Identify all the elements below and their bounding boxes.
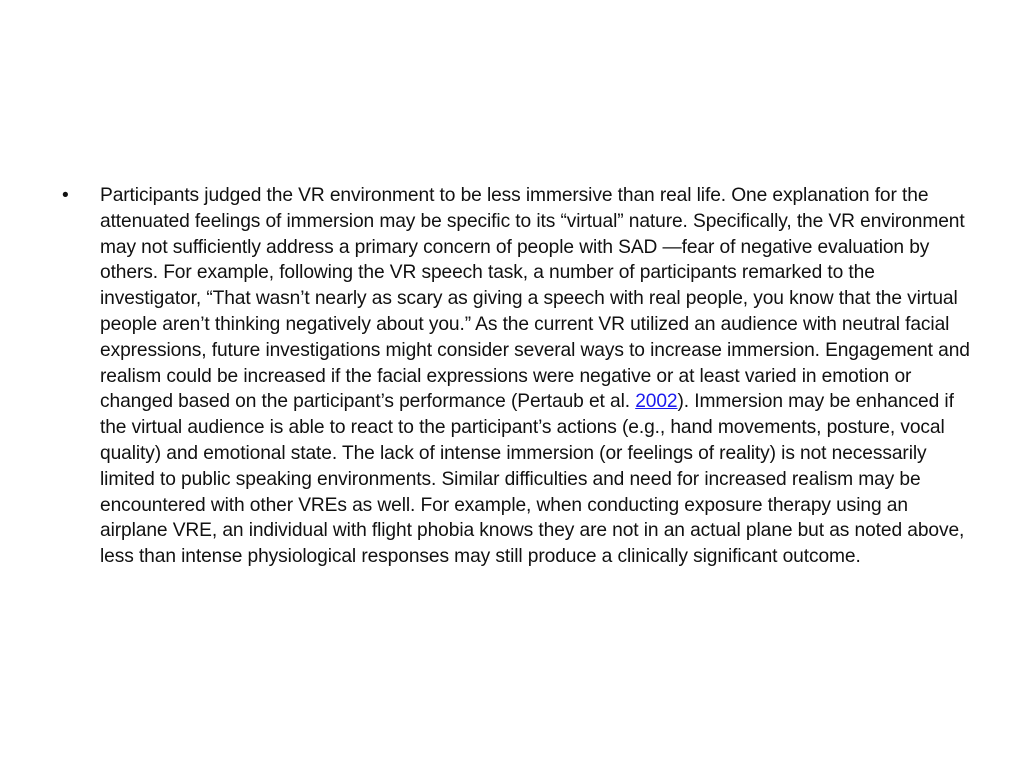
paragraph-text-part1: Participants judged the VR environment to be less immersive than real life. One explanation for the attenuated feelings of immersion may be specific to its “virtual” nature. Specifically, the VR environment may not sufficiently address a primary concern of people with SAD —fear of negative evaluation by others. For example, following the VR speech task, a number of participants remarked to the investigator, “That wasn’t nearly as scary as giving a speech with real people, you know that the virtual people aren’t thinking negatively about you.” As the current VR utilized an audience with neutral facial expressions, future investigations might consider several ways to increase immersion. Engagement and realism could be increased if the facial expressions were negative or at least varied in emotion or changed based on the participant’s performance (Pertaub et al. [100, 185, 970, 413]
citation-link-2002[interactable]: 2002 [635, 391, 678, 413]
bullet-marker: • [62, 185, 69, 206]
paragraph-text-part2: ). Immersion may be enhanced if the virtual audience is able to react to the participant’s actions (e.g., hand movements, posture, vocal quality) and emotional state. The lack of intense immersion (or feelings of reality) is not necessarily limited to public speaking environments. Similar difficulties and need for increased realism may be encountered with other VREs as well. For example, when conducting exposure therapy using an airplane VRE, an individual with flight phobia knows they are not in an actual plane but as noted above, less than intense physiological responses may still produce a clinically significant outcome. [100, 391, 965, 568]
bullet-item [56, 183, 976, 570]
bullet-list [56, 183, 976, 570]
